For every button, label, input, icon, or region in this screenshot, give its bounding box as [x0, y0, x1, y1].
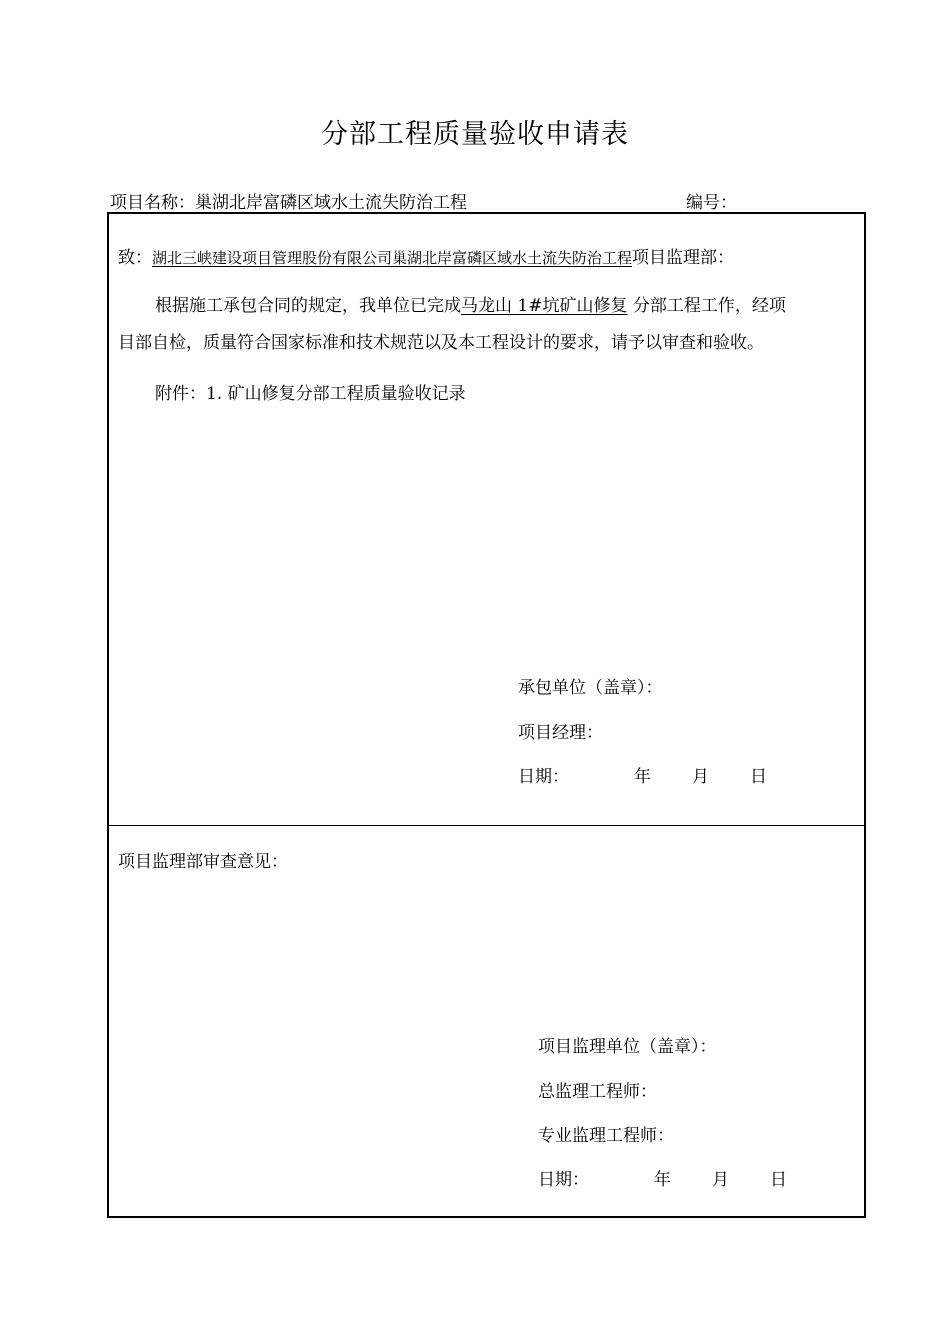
- project-name-label: 项目名称：: [110, 193, 195, 213]
- section-divider: [107, 825, 866, 826]
- review-date-month: 月: [712, 1170, 729, 1190]
- contractor-seal-label: 承包单位（盖章）：: [518, 678, 663, 698]
- review-opinion-label: 项目监理部审查意见：: [118, 852, 288, 872]
- application-form-frame: [107, 212, 866, 1218]
- project-manager-label: 项目经理：: [518, 723, 603, 743]
- attachment-line: 附件：1. 矿山修复分部工程质量验收记录: [155, 384, 466, 404]
- review-date-label: 日期：: [538, 1170, 589, 1190]
- supervisor-unit-seal-label: 项目监理单位（盖章）：: [538, 1037, 717, 1057]
- project-name-value: 巢湖北岸富磷区域水土流失防治工程: [195, 193, 467, 213]
- review-date-day: 日: [770, 1170, 787, 1190]
- review-date-year: 年: [654, 1170, 671, 1190]
- chief-engineer-label: 总监理工程师：: [538, 1082, 657, 1102]
- addressee-organization: 湖北三峡建设项目管理股份有限公司巢湖北岸富磷区域水土流失防治工程: [152, 249, 633, 267]
- application-date-month: 月: [692, 767, 709, 787]
- application-date-day: 日: [750, 767, 767, 787]
- addressee-line: [118, 243, 734, 268]
- application-date-year: 年: [634, 767, 651, 787]
- project-name-line: [110, 188, 467, 213]
- specialist-engineer-label: 专业监理工程师：: [538, 1126, 674, 1146]
- addressee-label: 致：: [118, 248, 152, 268]
- page-title: 分部工程质量验收申请表: [321, 119, 629, 150]
- body-prefix: 根据施工承包合同的规定，我单位已完成: [155, 296, 461, 316]
- body-suffix: 分部工程工作，经项: [632, 296, 786, 316]
- application-body-line-2: 目部自检，质量符合国家标准和技术规范以及本工程设计的要求，请予以审查和验收。: [118, 333, 764, 353]
- subproject-name: 马龙山 1#坑矿山修复: [461, 296, 628, 316]
- application-date-label: 日期：: [518, 767, 569, 787]
- application-body-line-1: [155, 291, 786, 316]
- addressee-suffix: 项目监理部：: [632, 248, 735, 268]
- document-number-label: 编号：: [686, 193, 737, 213]
